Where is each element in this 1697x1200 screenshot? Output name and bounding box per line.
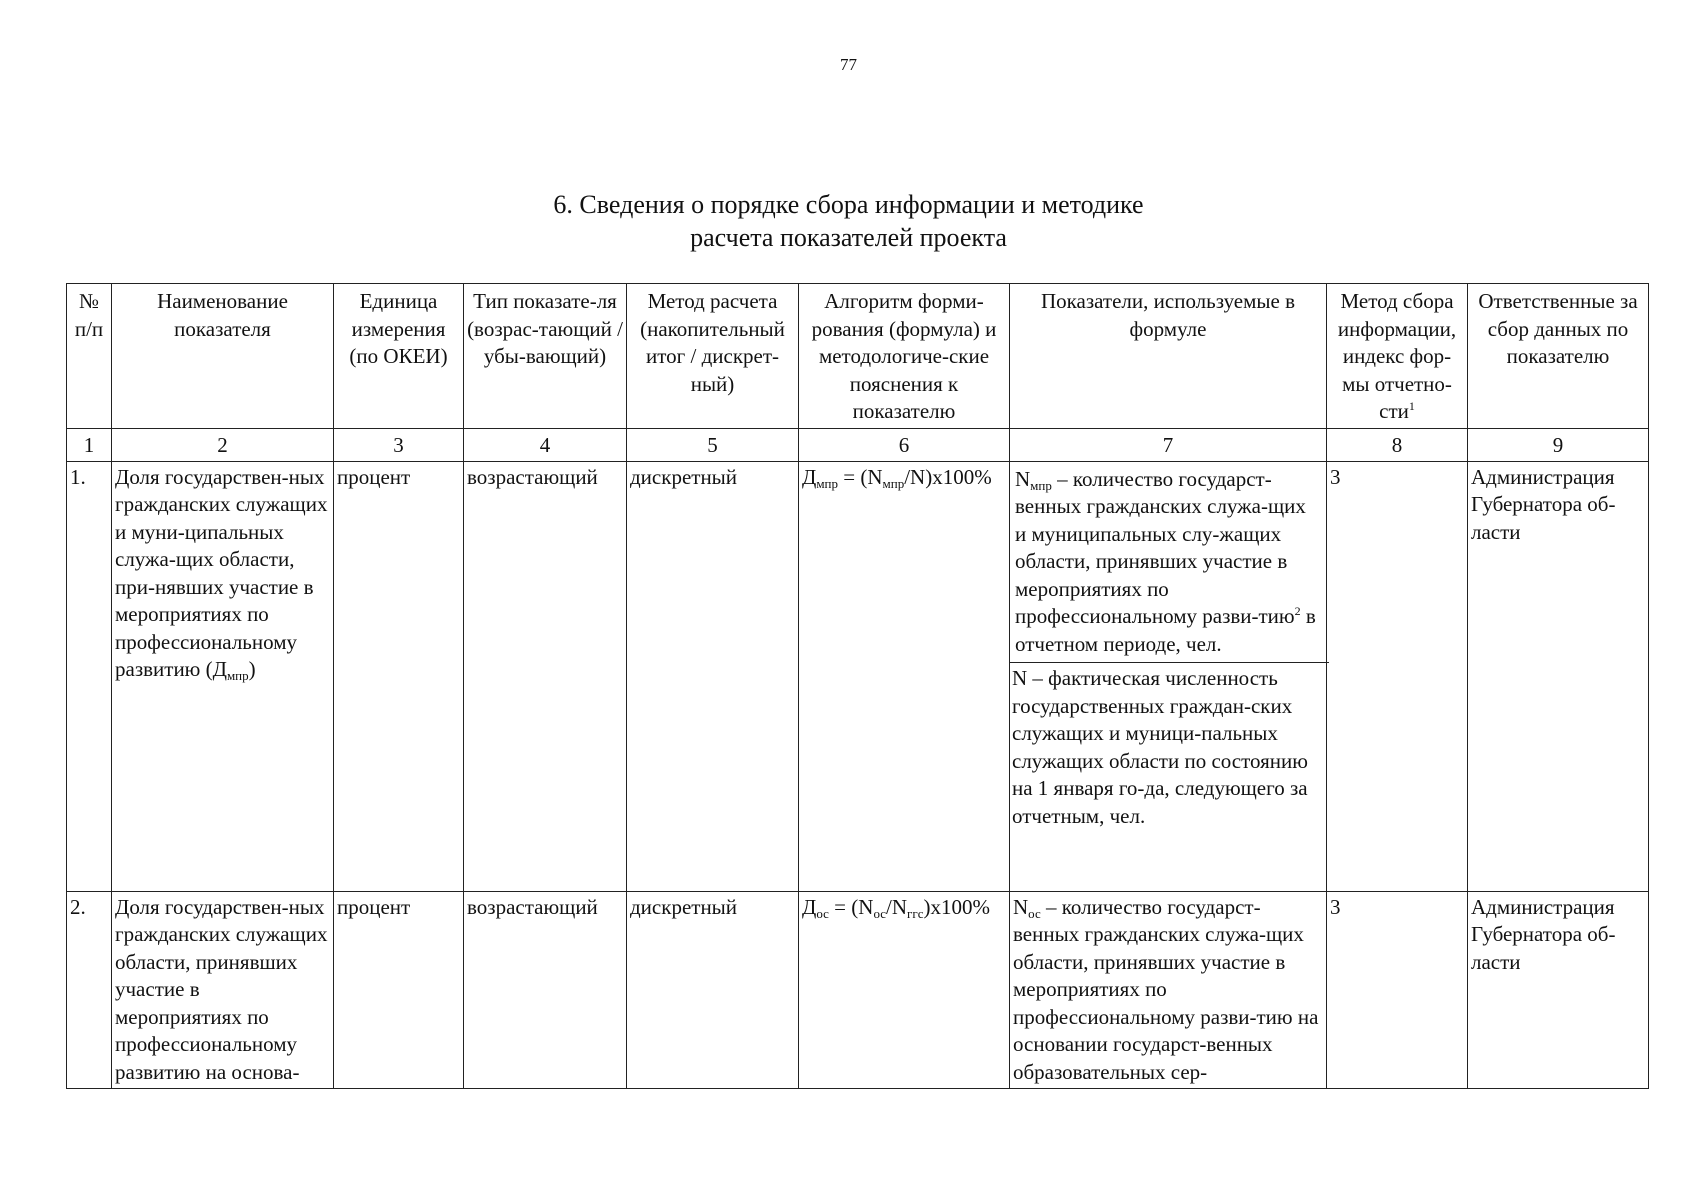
column-number: 7 bbox=[1010, 428, 1327, 461]
header-cell: № п/п bbox=[67, 284, 112, 429]
section-title-line-2: расчета показателей проекта bbox=[690, 223, 1007, 252]
unit-of-measure: процент bbox=[334, 461, 464, 891]
column-number: 2 bbox=[112, 428, 334, 461]
indicator-type: возрастающий bbox=[464, 461, 627, 891]
header-cell: Алгоритм форми-рования (формула) и методологиче-ские пояснения к показателю bbox=[799, 284, 1010, 429]
page-number: 77 bbox=[840, 55, 857, 74]
section-title bbox=[0, 188, 1697, 254]
indicator-name: Доля государствен-ных гражданских служащих и муни-ципальных служа-щих области, при-нявших участие в мероприятиях по профессиональному развитию $(Д_{мпр})$ bbox=[112, 461, 334, 891]
collection-method: 3 bbox=[1327, 891, 1468, 1089]
column-number-row bbox=[67, 428, 1649, 461]
column-number: 8 bbox=[1327, 428, 1468, 461]
table-row bbox=[67, 461, 1649, 891]
header-cell: Тип показате-ля (возрас-тающий / убы-вающий) bbox=[464, 284, 627, 429]
row-number: 1. bbox=[67, 461, 112, 891]
footnote-marker: 1 bbox=[1408, 399, 1415, 413]
indicators-table bbox=[66, 283, 1649, 1089]
responsible: Администрация Губернатора об-ласти bbox=[1468, 891, 1649, 1089]
column-number: 3 bbox=[334, 428, 464, 461]
indicator-type: возрастающий bbox=[464, 891, 627, 1089]
header-cell: Показатели, используемые в формуле bbox=[1010, 284, 1327, 429]
column-number: 9 bbox=[1468, 428, 1649, 461]
indicator-name: Доля государствен-ных гражданских служащих области, принявших участие в мероприятиях по профессиональному развитию на основа- bbox=[112, 891, 334, 1089]
variable-definition: $N_{мпр}$ – количество государст-венных гражданских служа-щих и муниципальных слу-жащих области, принявших участие в мероприятиях по профессиональному разви-тию$^2$ в отчетном периоде, чел. bbox=[1015, 466, 1316, 656]
variable-definition: N – фактическая численность государственных граждан-ских служащих и муници-пальных служащих области по состоянию на 1 января го-да, следующего за отчетным, чел. bbox=[1010, 662, 1329, 832]
header-cell: Ответственные за сбор данных по показателю bbox=[1468, 284, 1649, 429]
calculation-method: дискретный bbox=[627, 891, 799, 1089]
formula: $Д_{мпр} = (N_{мпр}/N)x100\%$ bbox=[799, 461, 1010, 891]
footnote-marker: 2 bbox=[1294, 604, 1301, 618]
formula: $Д_{ос} = (N_{ос}/N_{ггс})x100\%$ bbox=[799, 891, 1010, 1089]
unit-of-measure: процент bbox=[334, 891, 464, 1089]
column-number: 1 bbox=[67, 428, 112, 461]
responsible: Администрация Губернатора об-ласти bbox=[1468, 461, 1649, 891]
column-number: 5 bbox=[627, 428, 799, 461]
header-cell: Метод расчета (накопительный итог / дискрет-ный) bbox=[627, 284, 799, 429]
formula-variables bbox=[1010, 461, 1327, 891]
calculation-method: дискретный bbox=[627, 461, 799, 891]
header-cell: Единица измерения (по ОКЕИ) bbox=[334, 284, 464, 429]
header-cell-collection-method bbox=[1327, 284, 1468, 429]
header-row bbox=[67, 284, 1649, 429]
row-number: 2. bbox=[67, 891, 112, 1089]
column-number: 4 bbox=[464, 428, 627, 461]
column-number: 6 bbox=[799, 428, 1010, 461]
variable-definition: $N_{ос}$ – количество государст-венных гражданских служа-щих области, принявших участие в мероприятиях по профессиональному разви-тию на основании государст-венных образовательных сер- bbox=[1010, 891, 1327, 1089]
header-cell: Наименование показателя bbox=[112, 284, 334, 429]
table-row bbox=[67, 891, 1649, 1089]
section-title-line-1: 6. Сведения о порядке сбора информации и методике bbox=[553, 190, 1144, 219]
header-cell-text: Метод сбора информации, индекс фор-мы отчетно-сти bbox=[1337, 289, 1457, 423]
collection-method: 3 bbox=[1327, 461, 1468, 891]
